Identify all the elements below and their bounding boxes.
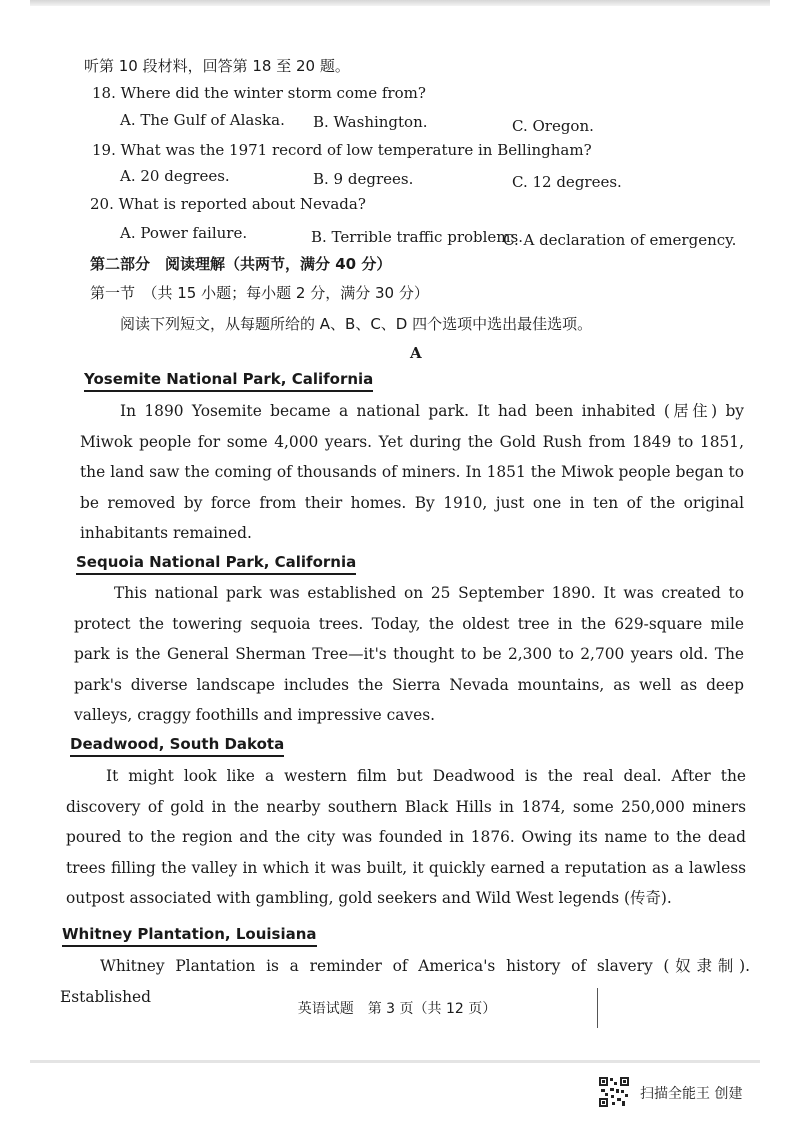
question-18-option-a: A. The Gulf of Alaska. (120, 111, 285, 129)
passage-label: A (410, 344, 422, 362)
qr-code-icon (598, 1076, 630, 1108)
question-19-option-b: B. 9 degrees. (313, 170, 414, 188)
question-20-option-b: B. Terrible traffic problems. (311, 228, 523, 246)
bottom-border (30, 1060, 760, 1063)
park-text-deadwood (66, 761, 746, 914)
reading-instruction: 阅读下列短文，从每题所给的 A、B、C、D 四个选项中选出最佳选项。 (120, 315, 593, 333)
question-19-option-a: A. 20 degrees. (120, 167, 230, 185)
question-19-option-c: C. 12 degrees. (512, 173, 622, 191)
park-text-deadwood-content: It might look like a western film but Deadwood is the real deal. After the discovery of gold in the nearby southern Black Hills in 1874, some 250,000 miners poured to the region and the city was founded in 1876. Owing its name to the dead trees filling the valley in which it was built, it quickly earned a reputation as a lawless outpost associated with gambling, gold seekers and Wild West legends (传奇). (66, 767, 746, 907)
park-heading-sequoia: Sequoia National Park, California (76, 552, 356, 575)
park-text-whitney-content: Whitney Plantation is a reminder of America's history of slavery (奴隶制). Established (60, 957, 750, 1006)
listening-instruction: 听第 10 段材料，回答第 18 至 20 题。 (84, 57, 350, 75)
question-18-option-b: B. Washington. (313, 113, 428, 131)
park-heading-yosemite: Yosemite National Park, California (84, 369, 373, 392)
margin-line (597, 988, 598, 1028)
scanner-watermark: 扫描全能王 创建 (640, 1086, 743, 1102)
question-20-option-a: A. Power failure. (120, 224, 248, 242)
top-border (30, 0, 770, 6)
question-18-option-c: C. Oregon. (512, 117, 594, 135)
park-heading-deadwood: Deadwood, South Dakota (70, 734, 284, 757)
question-18-stem: 18. Where did the winter storm come from? (92, 84, 426, 102)
park-heading-whitney: Whitney Plantation, Louisiana (62, 924, 317, 947)
park-text-yosemite-content: In 1890 Yosemite became a national park. It had been inhabited (居住) by Miwok people for some 4,000 years. Yet during the Gold Rush from 1849 to 1851, the land saw the coming of thousands of miners. In 1851 the Miwok people began to be removed by force from their homes. By 1910, just one in ten of the original inhabitants remained. (80, 402, 744, 542)
park-text-yosemite (80, 396, 744, 549)
park-text-sequoia-content: This national park was established on 25 September 1890. It was created to protect the towering sequoia trees. Today, the oldest tree in the 629-square mile park is the General Sherman Tree—it's thought to be 2,300 to 2,700 years old. The park's diverse landscape includes the Sierra Nevada mountains, as well as deep valleys, craggy foothills and impressive caves. (74, 584, 744, 724)
park-text-sequoia (74, 578, 744, 731)
section-one-title: 第一节 （共 15 小题；每小题 2 分，满分 30 分） (90, 284, 429, 302)
question-20-option-c: C. A declaration of emergency. (503, 231, 737, 249)
part-two-title: 第二部分 阅读理解（共两节，满分 40 分） (90, 255, 392, 273)
page-footer: 英语试题 第 3 页（共 12 页） (297, 1001, 497, 1017)
question-20-stem: 20. What is reported about Nevada? (90, 195, 366, 213)
question-19-stem: 19. What was the 1971 record of low temperature in Bellingham? (92, 141, 592, 159)
